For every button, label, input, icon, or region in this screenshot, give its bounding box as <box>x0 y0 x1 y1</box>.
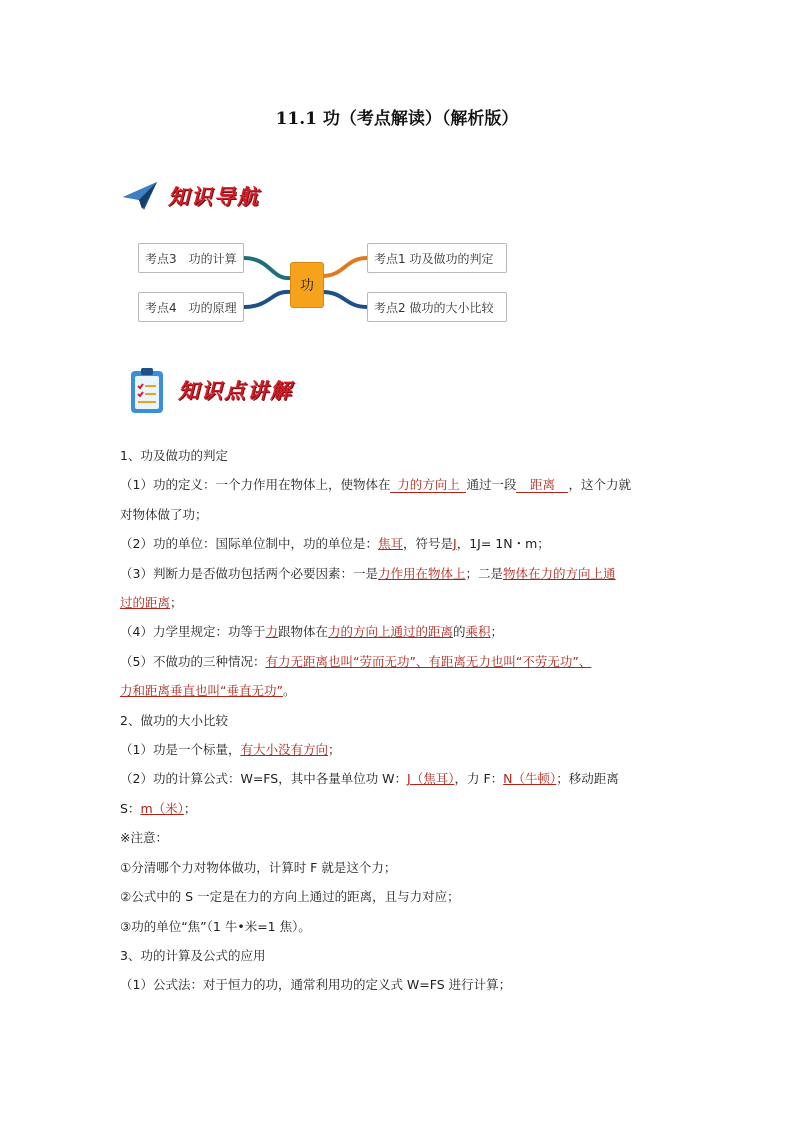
note-3: ③功的单位“焦”（1 牛•米=1 焦）。 <box>120 918 311 934</box>
section-2-heading: 2、做功的大小比较 <box>120 712 228 728</box>
s1-line-2: 对物体做了功； <box>120 506 208 522</box>
mindmap-node-point1: 考点1 功及做功的判定 <box>367 243 507 273</box>
s2-line-2: （2）功的计算公式：W=FS，其中各量单位功 W：J（焦耳），力 F：N（牛顿）；移动距离 <box>120 771 619 787</box>
answer-text: 有力无距离也叫“劳而无功”、有距离无力也叫“不劳无功”、 <box>265 653 592 669</box>
knowledge-nav-header <box>122 180 260 212</box>
note-1: ①分清哪个力对物体做功，计算时 F 就是这个力； <box>120 859 397 875</box>
answer-text: 力 <box>265 624 278 640</box>
mindmap-center-node: 功 <box>290 262 324 308</box>
knowledge-nav-label: 知识导航 <box>168 184 260 209</box>
paper-plane-icon <box>122 180 158 212</box>
answer-text: 有大小没有方向 <box>240 742 328 758</box>
s1-line-6: （4）力学里规定：功等于力跟物体在力的方向上通过的距离的乘积； <box>120 624 504 640</box>
answer-text: J（焦耳） <box>407 771 455 787</box>
answer-text: 力的方向上通过的距离 <box>328 624 454 640</box>
answer-text: 力作用在物体上 <box>377 565 466 581</box>
answer-text: 乘积 <box>465 624 491 640</box>
page-title: 11.1 功（考点解读）（解析版） <box>275 109 519 129</box>
note-2: ②公式中的 S 一定是在力的方向上通过的距离，且与力对应； <box>120 889 460 905</box>
s1-line-7: （5）不做功的三种情况：有力无距离也叫“劳而无功”、有距离无力也叫“不劳无功”、 <box>120 653 592 669</box>
answer-text: J <box>453 536 457 552</box>
note-label: ※注意： <box>120 830 168 846</box>
answer-text: 过的距离 <box>120 595 171 611</box>
s2-line-1: （1）功是一个标量，有大小没有方向； <box>120 742 341 758</box>
knowledge-points-label: 知识点讲解 <box>178 378 293 403</box>
s1-line-8: 力和距离垂直也叫“垂直无功”。 <box>120 683 296 699</box>
mindmap-node-point4: 考点4 功的原理 <box>138 292 244 322</box>
content-body <box>120 441 680 1000</box>
clipboard-checklist-icon <box>130 366 164 414</box>
answer-blank: 力的方向上 <box>390 478 466 493</box>
s2-line-3: S：m（米）； <box>120 800 197 816</box>
s1-line-3: （2）功的单位：国际单位制中，功的单位是：焦耳，符号是J，1J= 1N・m； <box>120 536 550 552</box>
knowledge-points-header <box>130 366 293 414</box>
answer-text: 力和距离垂直也叫“垂直无功” <box>120 683 283 699</box>
s1-line-4: （3）判断力是否做功包括两个必要因素：一是力作用在物体上；二是物体在力的方向上通 <box>120 565 616 581</box>
s1-line-1: （1）功的定义：一个力作用在物体上，使物体在 力的方向上 通过一段 距离 ，这个力就 <box>120 477 631 493</box>
s3-line-1: （1）公式法：对于恒力的功，通常利用功的定义式 W=FS 进行计算； <box>120 977 512 993</box>
mindmap-connectors <box>0 0 794 340</box>
answer-text: m（米） <box>140 800 184 816</box>
section-3-heading: 3、功的计算及公式的应用 <box>120 947 266 963</box>
section-1-heading: 1、功及做功的判定 <box>120 448 228 463</box>
answer-text: N（牛顿） <box>503 771 557 787</box>
s1-line-5: 过的距离； <box>120 595 183 611</box>
answer-text: 物体在力的方向上通 <box>503 565 616 581</box>
answer-text: 焦耳 <box>377 536 403 552</box>
answer-blank: 距离 <box>516 478 568 493</box>
mindmap-node-point2: 考点2 做功的大小比较 <box>367 292 507 322</box>
mindmap-node-point3: 考点3 功的计算 <box>138 243 244 273</box>
